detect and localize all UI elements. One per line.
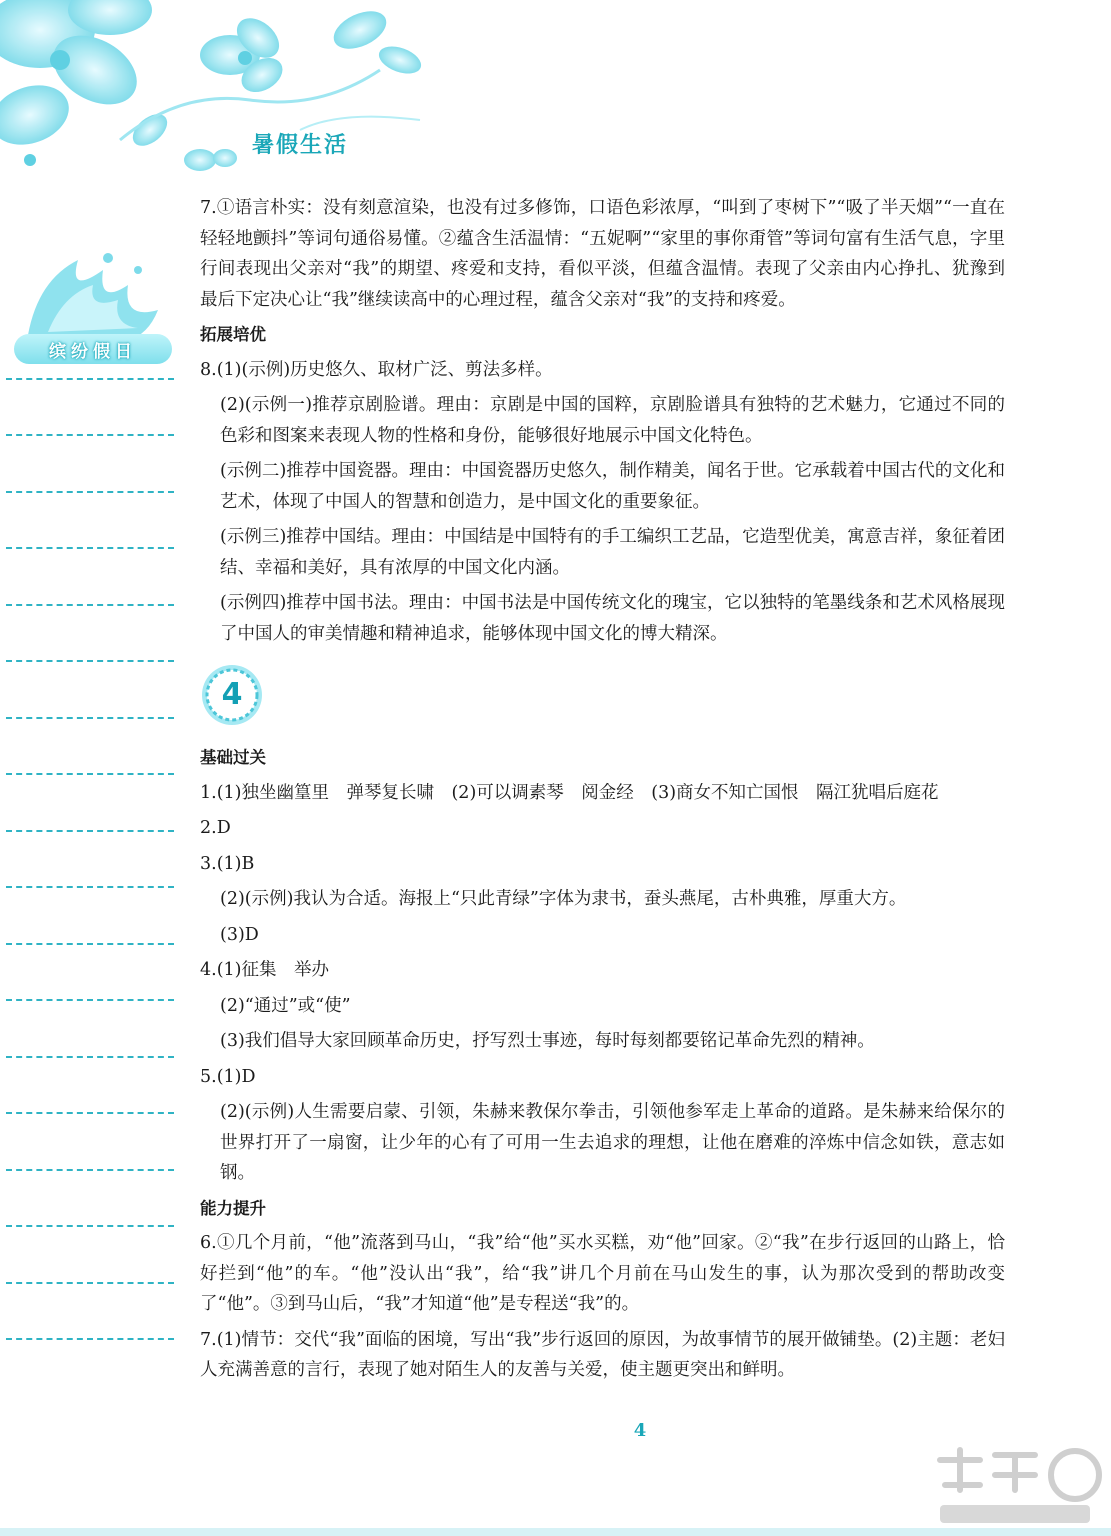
note-line: [6, 1112, 174, 1114]
note-line: [6, 1225, 174, 1227]
note-line: [6, 604, 174, 606]
answer-paragraph: (2)(示例)人生需要启蒙、引领，朱赫来教保尔拳击，引领他参军走上革命的道路。是朱赫来给保尔的世界打开了一扇窗，让少年的心有了可用一生去追求的理想，让他在磨难的淬炼中信念如铁，意志如钢。: [220, 1102, 1005, 1183]
note-line: [6, 378, 174, 380]
sidebar-label-text: 缤纷假日: [49, 341, 137, 362]
answer-paragraph: (3)我们倡导大家回顾革命历史，抒写烈士事迹，每时每刻都要铭记革命先烈的精神。: [220, 1031, 875, 1051]
note-line: [6, 773, 174, 775]
answer-content: [200, 193, 1005, 1391]
note-line: [6, 1282, 174, 1284]
answers-extend: [200, 355, 1005, 650]
answers-basic: [200, 778, 1005, 1189]
unit-number-badge: [200, 663, 264, 727]
answer-paragraph: 2.D: [200, 818, 231, 838]
answer-paragraph: 5.(1)D: [200, 1066, 256, 1087]
note-line: [6, 491, 174, 493]
note-line: [6, 999, 174, 1001]
answer-paragraph: 1.(1)独坐幽篁里 弹琴复长啸 (2)可以调素琴 阅金经 (3)商女不知亡国恨 隔江犹唱后庭花: [200, 782, 939, 803]
answer-paragraph: (示例二)推荐中国瓷器。理由：中国瓷器历史悠久，制作精美，闻名于世。它承载着中国古代的文化和艺术，体现了中国人的智慧和创造力，是中国文化的重要象征。: [220, 461, 1005, 512]
answer-paragraph: (2)(示例)我认为合适。海报上“只此青绿”字体为隶书，蚕头燕尾，古朴典雅，厚重大方。: [220, 889, 907, 909]
answer-paragraph: (示例三)推荐中国结。理由：中国结是中国特有的手工编织工艺品，它造型优美，寓意吉祥，象征着团结、幸福和美好，具有浓厚的中国文化内涵。: [220, 527, 1005, 578]
answer-paragraph: (3)D: [220, 924, 259, 945]
sidebar-label: [14, 334, 172, 364]
answer-paragraph: 7.(1)情节：交代“我”面临的困境，写出“我”步行返回的原因，为故事情节的展开做铺垫。(2)主题：老妇人充满善意的言行，表现了她对陌生人的友善与关爱，使主题更突出和鲜明。: [200, 1329, 1005, 1380]
answers-top: [200, 193, 1005, 315]
section-title-extend: 拓展培优: [200, 325, 266, 344]
answers-ability: [200, 1228, 1005, 1386]
note-line: [6, 830, 174, 832]
answer-paragraph: 4.(1)征集 举办: [200, 960, 329, 980]
page-number: 4: [633, 1420, 647, 1441]
note-line: [6, 1338, 174, 1340]
note-line: [6, 660, 174, 662]
note-line: [6, 717, 174, 719]
note-line: [6, 886, 174, 888]
answer-paragraph: (示例四)推荐中国书法。理由：中国书法是中国传统文化的瑰宝，它以独特的笔墨线条和艺术风格展现了中国人的审美情趣和精神追求，能够体现中国文化的博大精深。: [220, 593, 1005, 644]
answer-paragraph: 6.①几个月前，“他”流落到马山，“我”给“他”买水买糕，劝“他”回家。②“我”在步行返回的山路上，恰好拦到“他”的车。“他”没认出“我”，给“我”讲几个月前在马山发生的事，认为那次受到的帮助改变了“他”。③到马山后，“我”才知道“他”是专程送“我”的。: [200, 1233, 1005, 1314]
note-line: [6, 1169, 174, 1171]
answer-paragraph: 7.①语言朴实：没有刻意渲染，也没有过多修饰，口语色彩浓厚，“叫到了枣树下”“吸了半天烟”“一直在轻轻地颤抖”等词句通俗易懂。②蕴含生活温情：“五妮啊”“家里的事你甭管”等词句富有生活气息，字里行间表现出父亲对“我”的期望、疼爱和支持，看似平淡，但蕴含温情。表现了父亲由内心挣扎、犹豫到最后下定决心让“我”继续读高中的心理过程，蕴含父亲对“我”的支持和疼爱。: [200, 198, 1005, 310]
note-line: [6, 547, 174, 549]
answer-paragraph: 3.(1)B: [200, 853, 255, 874]
note-line: [6, 1056, 174, 1058]
answer-paragraph: (2)“通过”或“使”: [220, 995, 351, 1016]
answer-paragraph: 8.(1)(示例)历史悠久、取材广泛、剪法多样。: [200, 359, 553, 380]
note-line: [6, 434, 174, 436]
floral-corner-decoration: [0, 0, 480, 200]
watermark-logo-icon: [930, 1445, 1105, 1530]
section-title-basic: 基础过关: [200, 748, 266, 767]
header-title: 暑假生活: [252, 133, 349, 158]
answer-paragraph: (2)(示例一)推荐京剧脸谱。理由：京剧是中国的国粹，京剧脸谱具有独特的艺术魅力，它通过不同的色彩和图案来表现人物的性格和身份，能够很好地展示中国文化特色。: [220, 395, 1005, 446]
unit-number: 4: [221, 676, 243, 712]
bottom-bar: [0, 1528, 1111, 1536]
note-line: [6, 943, 174, 945]
section-title-ability: 能力提升: [200, 1198, 266, 1218]
